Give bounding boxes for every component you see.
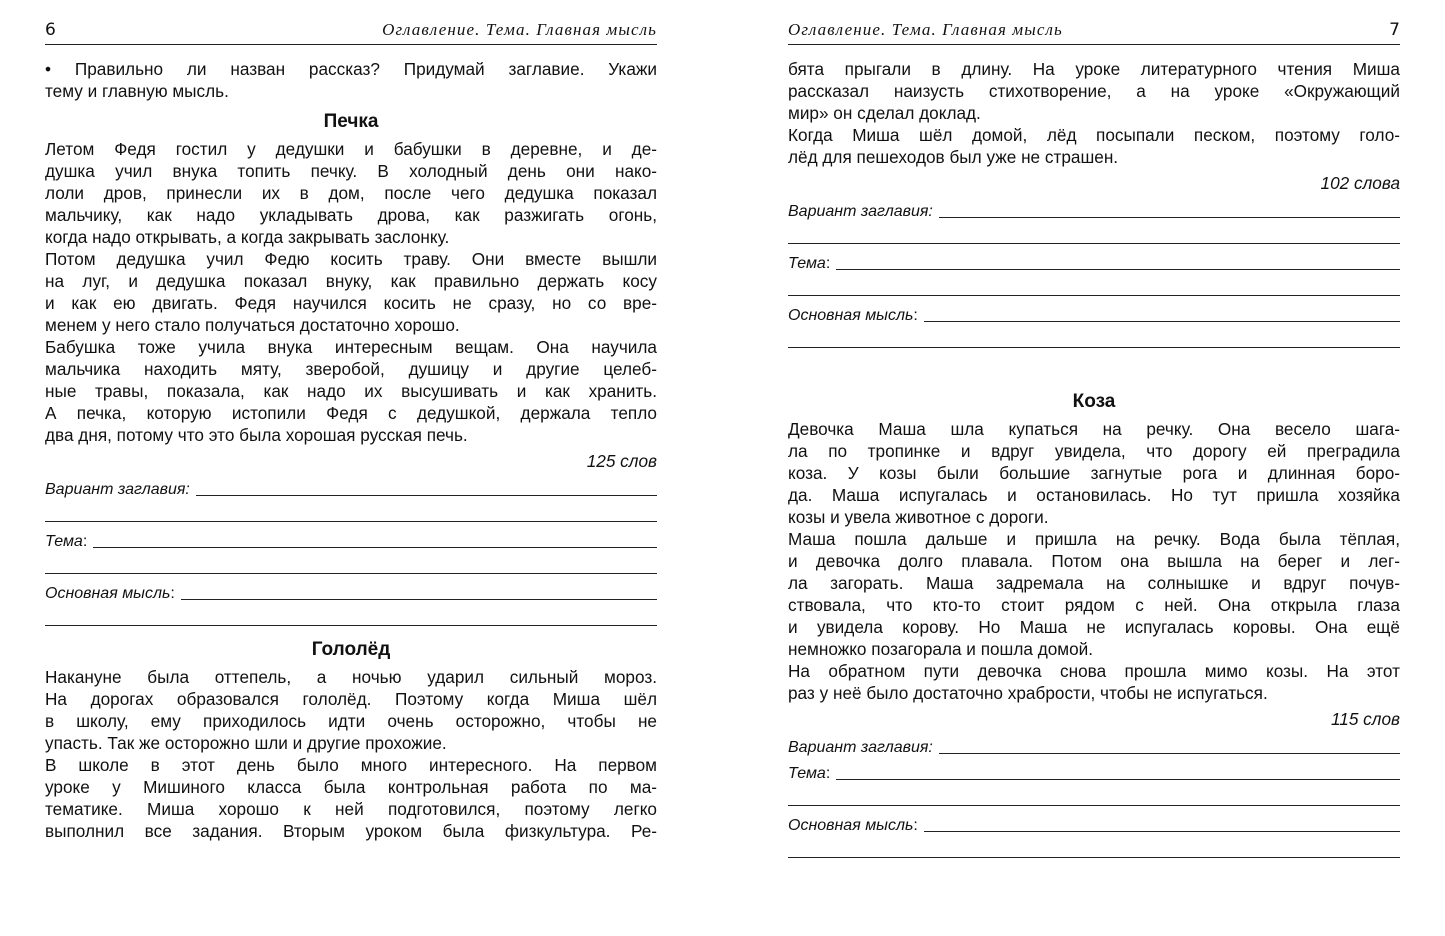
text-line: выполнил все задания. Вторым уроком была физкультура. Ре- (45, 821, 657, 841)
text-line: ла загорать. Маша задремала на солнышке и вдруг почув- (788, 573, 1400, 593)
page-content (45, 58, 657, 842)
story-title: Коза (1072, 391, 1116, 412)
answer-line[interactable] (788, 326, 1400, 352)
text-line: тематике. Миша хорошо к ней подготовился, поэтому легко (45, 799, 657, 819)
story-text (45, 666, 657, 842)
text-line: когда надо открывать, а когда закрывать заслонку. (45, 227, 450, 247)
text-line: ные травы, показала, как надо их высушивать и как хранить. (45, 381, 657, 401)
answer-form (788, 732, 1400, 862)
text-line: в школу, ему приходилось идти очень осторожно, чтобы не (45, 711, 657, 731)
text-line: да. Маша испугалась и остановилась. Но тут пришла хозяйка (788, 485, 1400, 505)
text-line: на луг, и дедушка показал внуку, как правильно держать косу (45, 271, 657, 291)
title-variant-label: Вариант заглавия: (788, 203, 933, 220)
text-line: А печка, которую истопили Федя с дедушкой, держала тепло (45, 403, 657, 423)
text-line: лёд для пешеходов был уже не страшен. (788, 147, 1119, 167)
running-title: Оглавление. Тема. Главная мысль (382, 20, 657, 39)
main-idea-field[interactable] (924, 831, 1400, 832)
text-line: Летом Федя гостил у дедушки и бабушки в деревне, и де- (45, 139, 657, 159)
text-line: мальчика находить мяту, зверобой, душицу и другие целеб- (45, 359, 657, 379)
text-line: Потом дедушка учил Федю косить траву. Они вместе вышли (45, 249, 657, 269)
title-variant-field[interactable] (939, 753, 1400, 754)
page-number: 7 (1389, 20, 1400, 40)
text-line: менем у него стало получаться достаточно хорошо. (45, 315, 460, 335)
answer-line[interactable] (788, 836, 1400, 862)
text-line: мир» он сделал доклад. (788, 103, 981, 123)
word-count: 125 слов (586, 451, 657, 471)
title-variant-label: Вариант заглавия: (788, 739, 933, 756)
theme-label: Тема: (45, 533, 88, 550)
answer-line[interactable] (788, 222, 1400, 248)
text-line: душка учил внука топить печку. В холодный день они нако- (45, 161, 657, 181)
answer-line[interactable] (45, 604, 657, 630)
text-line: и девочка долго плавала. Потом она вышла на берег и лег- (788, 551, 1400, 571)
title-variant-row (45, 474, 657, 500)
theme-row (788, 248, 1400, 274)
text-line: Бабушка тоже учила внука интересным вещам. Она научила (45, 337, 657, 357)
answer-line[interactable] (45, 500, 657, 526)
text-line: тему и главную мысль. (45, 81, 229, 101)
text-line: немножко позагорала и пошла домой. (788, 639, 1094, 659)
text-line: На дорогах образовался гололёд. Поэтому когда Миша шёл (45, 689, 657, 709)
main-idea-label: Основная мысль: (45, 585, 175, 602)
story-text (788, 58, 1400, 168)
text-line: Девочка Маша шла купаться на речку. Она весело шага- (788, 419, 1400, 439)
text-line: Накануне была оттепель, а ночью ударил сильный мороз. (45, 667, 657, 687)
theme-label: Тема: (788, 255, 831, 272)
spacer (788, 352, 1400, 382)
page-header (45, 0, 657, 45)
text-line: мальчику, как надо укладывать дрова, как разжигать огонь, (45, 205, 657, 225)
theme-row (788, 758, 1400, 784)
text-line: лоли дров, принесли их в дом, после чего дедушка показал (45, 183, 657, 203)
story-title: Гололёд (311, 639, 391, 660)
answer-line[interactable] (788, 784, 1400, 810)
word-count: 102 слова (1320, 173, 1400, 193)
main-idea-field[interactable] (181, 599, 657, 600)
text-line: ла по тропинке и вдруг увидела, что дорогу ей преградила (788, 441, 1400, 461)
answer-line[interactable] (45, 552, 657, 578)
text-line: два дня, потому что это была хорошая русская печь. (45, 425, 468, 445)
left-page (45, 0, 657, 936)
task-instruction (45, 58, 657, 102)
answer-form (45, 474, 657, 630)
story-text (45, 138, 657, 446)
main-idea-row (45, 578, 657, 604)
theme-field[interactable] (836, 779, 1400, 780)
running-title: Оглавление. Тема. Главная мысль (788, 20, 1063, 39)
text-line: коза. У козы были большие загнутые рога и длинная боро- (788, 463, 1400, 483)
page-header (788, 0, 1400, 45)
text-line: рассказал наизусть стихотворение, а на уроке «Окружающий (788, 81, 1400, 101)
page-content (788, 58, 1400, 862)
text-line: Маша пошла дальше и пришла на речку. Вода была тёплая, (788, 529, 1400, 549)
title-variant-row (788, 732, 1400, 758)
answer-form (788, 196, 1400, 352)
theme-row (45, 526, 657, 552)
main-idea-label: Основная мысль: (788, 817, 918, 834)
title-variant-field[interactable] (939, 217, 1400, 218)
page-number: 6 (45, 20, 56, 40)
answer-line[interactable] (788, 274, 1400, 300)
title-variant-field[interactable] (196, 495, 657, 496)
main-idea-label: Основная мысль: (788, 307, 918, 324)
text-line: ствовала, что кто-то стоит рядом с ней. Она открыла глаза (788, 595, 1400, 615)
text-line: • Правильно ли назван рассказ? Придумай заглавие. Укажи (45, 59, 657, 79)
text-line: уроке у Мишиного класса была контрольная работа по ма- (45, 777, 657, 797)
word-count: 115 слов (1331, 709, 1400, 729)
text-line: и как ею двигать. Федя научился косить не сразу, но со вре- (45, 293, 657, 313)
text-line: Когда Миша шёл домой, лёд посыпали песком, поэтому голо- (788, 125, 1400, 145)
text-line: козы и увела животное с дороги. (788, 507, 1049, 527)
title-variant-label: Вариант заглавия: (45, 481, 190, 498)
main-idea-row (788, 810, 1400, 836)
main-idea-row (788, 300, 1400, 326)
theme-field[interactable] (93, 547, 657, 548)
story-title: Печка (323, 111, 379, 132)
text-line: На обратном пути девочка снова прошла мимо козы. На этот (788, 661, 1400, 681)
theme-field[interactable] (836, 269, 1400, 270)
text-line: упасть. Так же осторожно шли и другие прохожие. (45, 733, 447, 753)
theme-label: Тема: (788, 765, 831, 782)
text-line: и увидела корову. Но Маша не испугалась коровы. Она ещё (788, 617, 1400, 637)
story-text (788, 418, 1400, 704)
text-line: раз у неё было достаточно храбрости, чтобы не испугаться. (788, 683, 1268, 703)
main-idea-field[interactable] (924, 321, 1400, 322)
title-variant-row (788, 196, 1400, 222)
text-line: В школе в этот день было много интересного. На первом (45, 755, 657, 775)
text-line: бята прыгали в длину. На уроке литературного чтения Миша (788, 59, 1400, 79)
right-page (788, 0, 1400, 936)
